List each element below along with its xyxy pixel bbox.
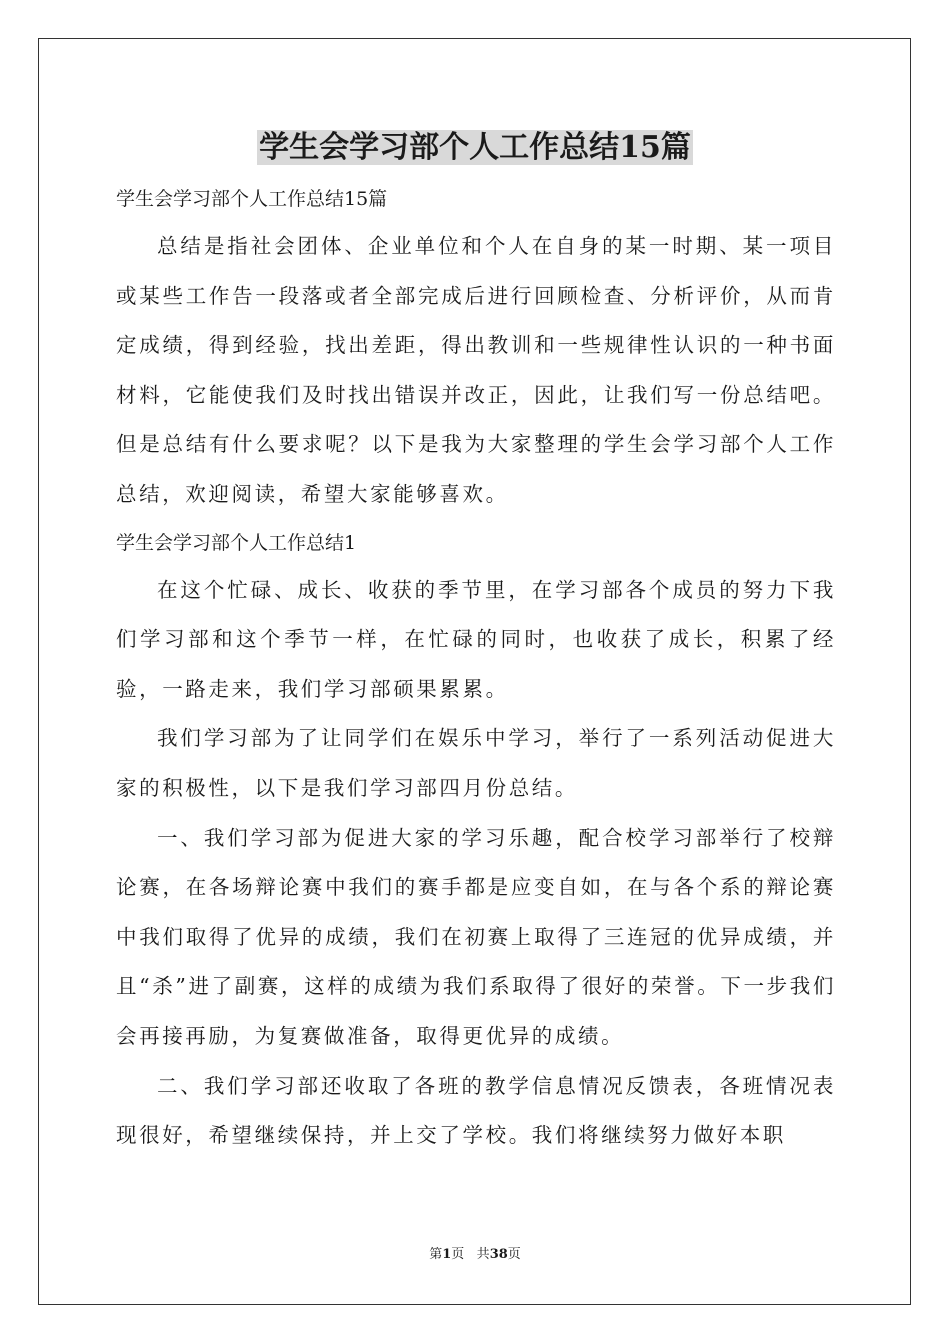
document-body [116,176,836,1161]
intro-paragraph: 总结是指社会团体、企业单位和个人在自身的某一时期、某一项目或某些工作告一段落或者全部完成后进行回顾检查、分析评价，从而肯定成绩，得到经验，找出差距，得出教训和一些规律性认识的一种书面材料，它能使我们及时找出错误并改正，因此，让我们写一份总结吧。但是总结有什么要求呢？以下是我为大家整理的学生会学习部个人工作总结，欢迎阅读，希望大家能够喜欢。 [116,234,836,506]
body-paragraph-3: 一、我们学习部为促进大家的学习乐趣，配合校学习部举行了校辩论赛，在各场辩论赛中我们的赛手都是应变自如，在与各个系的辩论赛中我们取得了优异的成绩，我们在初赛上取得了三连冠的优异成绩，并且“杀”进了副赛，这样的成绩为我们系取得了很好的荣誉。下一步我们会再接再励，为复赛做准备，取得更优异的成绩。 [116,825,836,1048]
body-paragraph-4: 二、我们学习部还收取了各班的教学信息情况反馈表，各班情况表现很好，希望继续保持，并上交了学校。我们将继续努力做好本职 [116,1073,836,1148]
footer-page-number: 1 [442,1247,452,1262]
footer-prefix: 第 [429,1247,443,1262]
section-heading: 学生会学习部个人工作总结1 [116,531,357,554]
footer-total-suffix: 页 [507,1247,521,1262]
document-subtitle: 学生会学习部个人工作总结15篇 [116,188,388,210]
document-title-text: 学生会学习部个人工作总结15篇 [259,130,691,165]
body-paragraph-2: 我们学习部为了让同学们在娱乐中学习，举行了一系列活动促进大家的积极性，以下是我们学习部四月份总结。 [116,726,836,800]
document-title [0,124,950,172]
footer-total-pages: 38 [489,1247,508,1262]
footer-total-prefix: 共 [476,1247,490,1262]
page-footer [0,1245,950,1265]
body-paragraph-1: 在这个忙碌、成长、收获的季节里，在学习部各个成员的努力下我们学习部和这个季节一样，在忙碌的同时，也收获了成长，积累了经验，一路走来，我们学习部硕果累累。 [116,577,836,701]
footer-page-suffix: 页 [451,1247,465,1262]
